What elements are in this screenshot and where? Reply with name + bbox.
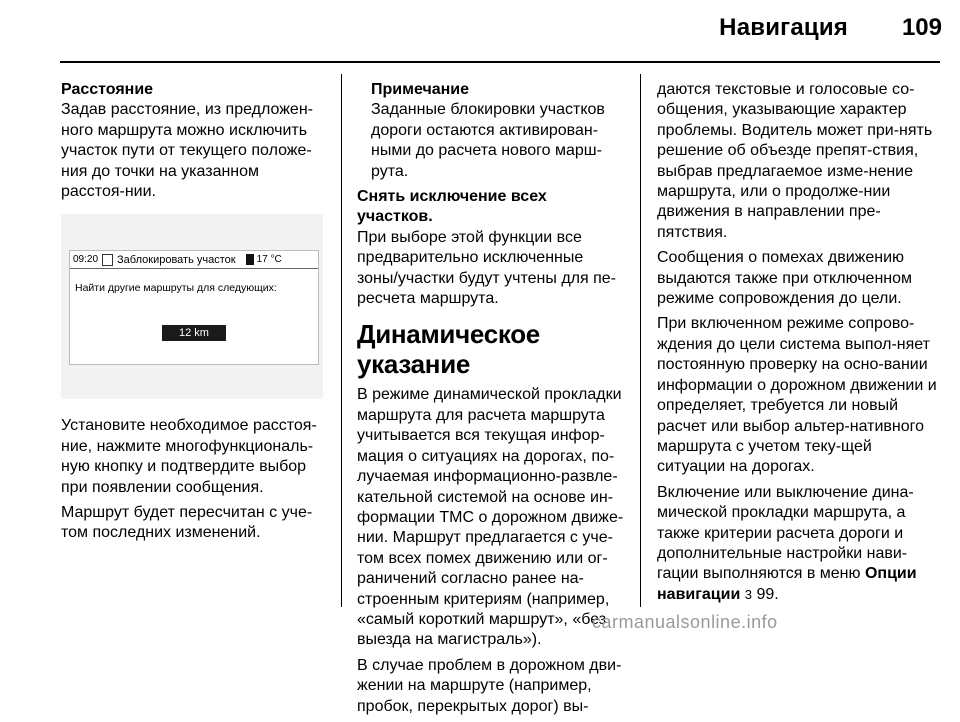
paragraph-text: Включение или выключение дина-мической прокладки маршрута, а также критерии расчета дороги и дополнительные настройки нави-гации выполняются в меню bbox=[657, 483, 914, 583]
paragraph: Маршрут будет пересчитан с уче-том последних изменений. bbox=[61, 504, 313, 542]
paragraph: При выборе этой функции все предварительно исключенные зоны/участки будут учтены для пе-ресчета маршрута. bbox=[357, 228, 617, 308]
header-rule bbox=[60, 61, 940, 63]
column-divider bbox=[640, 74, 641, 607]
paragraph bbox=[657, 483, 942, 605]
page-reference[interactable]: 99. bbox=[756, 585, 779, 603]
paragraph: В режиме динамической прокладки маршрута для расчета маршрута учитывается вся текущая инфор-мация о ситуациях на дорогах, по-лучаемая информационно-развле-кательной системой на основе ин-формации TMC о дорожном движе-нии. Маршрут предлагается с уче-том всех помех движению или ог-раничений согласно ранее на-строенным критериям (например, «самый короткий маршрут», «без выезда на магистраль»). bbox=[357, 386, 624, 649]
paragraph: Задав расстояние, из предложен-ного маршрута можно исключить участок пути от текущего положе-ния до точки на указанном расстоя-нии. bbox=[61, 101, 313, 201]
menu-reference[interactable]: Опции навигации bbox=[657, 565, 917, 603]
page-header-title: Навигация bbox=[719, 14, 848, 41]
paragraph: Сообщения о помехах движению выдаются также при отключенном режиме сопровождения до цели. bbox=[657, 249, 913, 308]
note-block bbox=[357, 80, 625, 182]
note-heading: Примечание bbox=[371, 81, 470, 98]
column-1 bbox=[61, 80, 326, 549]
display-screen bbox=[69, 250, 319, 365]
section-heading-distance: Расстояние bbox=[61, 81, 154, 98]
column-2 bbox=[357, 80, 625, 722]
section-heading-dynamic: Динамическое указание bbox=[357, 319, 540, 380]
page-ref-arrow-icon: 3 bbox=[744, 586, 752, 602]
paragraph: даются текстовые и голосовые со-общения, указывающие характер проблемы. Водитель может при-нять решение об объезде препят-ствия, выбрав предлагаемое изме-нение маршрута, или о продолже-нии движения в направлении пре-пятствия. bbox=[657, 81, 933, 241]
column-divider bbox=[341, 74, 342, 607]
watermark: carmanualsonline.info bbox=[592, 612, 778, 632]
display-title: Заблокировать участок bbox=[117, 253, 236, 266]
paragraph: При включенном режиме сопрово-ждения до цели система выпол-няет постоянную проверку на осно-вании информации о дорожном движении и определяет, требуется ли новый расчет или выбор альтер-нативного маршрута с учетом теку-щей ситуации на дорогах. bbox=[657, 315, 937, 476]
note-text: Заданные блокировки участков дороги остаются активирован-ными до расчета нового марш-рута. bbox=[371, 101, 605, 180]
paragraph: В случае проблем в дорожном дви-жении на маршруте (например, пробок, перекрытых дорог) вы- bbox=[357, 656, 622, 715]
column-3 bbox=[657, 80, 942, 610]
display-question: Найти другие маршруты для следующих: bbox=[75, 282, 277, 295]
temperature: 17 °C bbox=[256, 253, 282, 265]
screen-illustration bbox=[61, 214, 323, 399]
clock: 09:20 bbox=[73, 253, 99, 265]
block-route-icon bbox=[102, 254, 113, 266]
display-status-bar bbox=[70, 251, 318, 269]
section-heading-remove: Снять исключение всех участков. bbox=[357, 188, 547, 226]
paragraph: Установите необходимое расстоя-ние, нажмите многофункциональ-ную кнопку и подтвердите выбор при появлении сообщения. bbox=[61, 417, 317, 496]
road-sign-icon bbox=[246, 254, 254, 265]
page-number: 109 bbox=[901, 14, 942, 41]
distance-value[interactable]: 12 km bbox=[162, 325, 226, 341]
